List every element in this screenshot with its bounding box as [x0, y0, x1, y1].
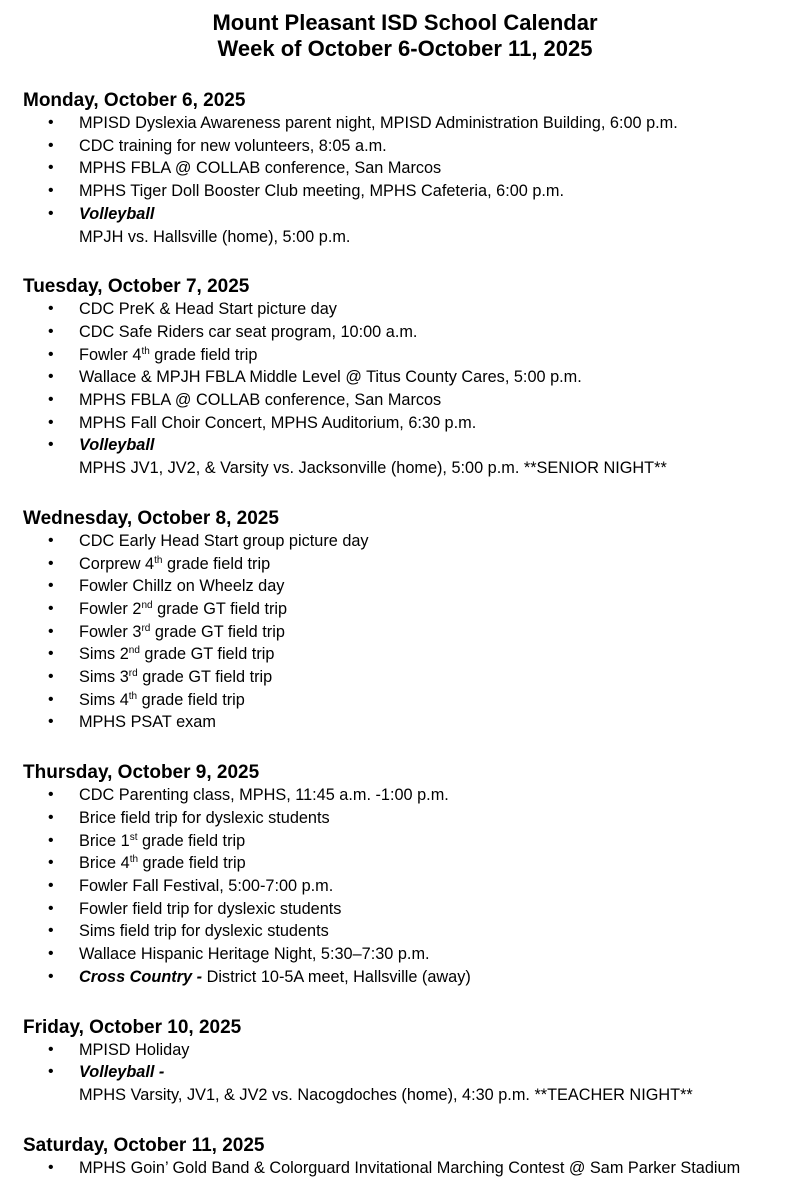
title-line-1: Mount Pleasant ISD School Calendar — [212, 10, 598, 35]
event-item: • MPHS Fall Choir Concert, MPHS Auditorium, 6:30 p.m. — [23, 412, 787, 435]
sport-detail: MPJH vs. Hallsville (home), 5:00 p.m. — [79, 227, 351, 246]
event-item — [23, 1061, 787, 1106]
event-list — [23, 112, 787, 248]
day-heading: Saturday, October 11, 2025 — [23, 1134, 265, 1156]
event-item: • Wallace Hispanic Heritage Night, 5:30–7:30 p.m. — [23, 943, 787, 966]
event-item — [23, 689, 787, 712]
ordinal-suffix: th — [128, 690, 138, 702]
day-heading: Thursday, October 9, 2025 — [23, 762, 260, 784]
event-text-post: grade GT field trip — [139, 645, 275, 664]
event-text-pre: Sims 4 — [79, 690, 129, 709]
event-list — [23, 298, 787, 480]
day-monday — [23, 89, 787, 248]
event-item: • CDC training for new volunteers, 8:05 a.m. — [23, 135, 787, 158]
event-item — [23, 852, 787, 875]
day-tuesday — [23, 275, 787, 480]
event-item: • MPHS Goin’ Gold Band & Colorguard Invitational Marching Contest @ Sam Parker Stadium — [23, 1157, 787, 1180]
event-item — [23, 621, 787, 644]
day-friday — [23, 1016, 787, 1107]
day-wednesday — [23, 507, 787, 734]
event-item — [23, 434, 787, 479]
event-text-pre: Sims 3 — [79, 668, 129, 687]
sport-detail: MPHS JV1, JV2, & Varsity vs. Jacksonville (home), 5:00 p.m. **SENIOR NIGHT** — [79, 459, 667, 478]
sport-label: • Volleyball - — [79, 1063, 165, 1082]
event-item — [23, 666, 787, 689]
event-item — [23, 966, 787, 989]
event-list — [23, 1039, 787, 1107]
event-list — [23, 530, 787, 734]
event-text-post: grade GT field trip — [152, 599, 288, 618]
event-item — [23, 553, 787, 576]
ordinal-suffix: rd — [128, 668, 138, 680]
event-item: • MPHS FBLA @ COLLAB conference, San Marcos — [23, 157, 787, 180]
day-heading: Monday, October 6, 2025 — [23, 90, 246, 111]
event-text-pre: Brice 4 — [79, 854, 130, 873]
event-item: • CDC Safe Riders car seat program, 10:00 a.m. — [23, 321, 787, 344]
day-heading: Friday, October 10, 2025 — [23, 1016, 242, 1038]
title-line-2: Week of October 6-October 11, 2025 — [217, 36, 593, 61]
event-text-pre: Fowler 4 — [79, 345, 142, 364]
event-item: • MPHS PSAT exam — [23, 711, 787, 734]
event-text-post: grade GT field trip — [150, 622, 285, 641]
sport-label: Cross Country - — [79, 967, 207, 986]
day-heading: Tuesday, October 7, 2025 — [23, 276, 250, 298]
ordinal-suffix: rd — [141, 622, 151, 634]
event-text-pre: Sims 2 — [79, 645, 129, 664]
event-item: • MPHS Tiger Doll Booster Club meeting, MPHS Cafeteria, 6:00 p.m. — [23, 180, 787, 203]
ordinal-suffix: nd — [141, 599, 153, 611]
sport-label: • Volleyball — [79, 204, 155, 223]
event-item: • MPISD Dyslexia Awareness parent night, MPISD Administration Building, 6:00 p.m. — [23, 112, 787, 135]
event-item: • Sims field trip for dyslexic students — [23, 920, 787, 943]
ordinal-suffix: st — [129, 831, 138, 843]
event-item — [23, 203, 787, 248]
event-item: • Wallace & MPJH FBLA Middle Level @ Titus County Cares, 5:00 p.m. — [23, 366, 787, 389]
event-text-post: grade field trip — [162, 554, 271, 573]
day-heading: Wednesday, October 8, 2025 — [23, 507, 279, 529]
event-item: • Fowler Chillz on Wheelz day — [23, 575, 787, 598]
event-item: • Fowler field trip for dyslexic students — [23, 898, 787, 921]
event-item: • CDC PreK & Head Start picture day — [23, 298, 787, 321]
event-text-pre: Fowler 3 — [79, 622, 142, 641]
event-list — [23, 1157, 787, 1180]
sport-label: • Volleyball — [79, 436, 155, 455]
event-item — [23, 344, 787, 367]
event-item: • Fowler Fall Festival, 5:00-7:00 p.m. — [23, 875, 787, 898]
event-text-post: grade field trip — [149, 345, 258, 364]
day-thursday — [23, 761, 787, 988]
event-text-pre: Brice 1 — [79, 831, 130, 850]
event-text-pre: Fowler 2 — [79, 599, 142, 618]
sport-detail: MPHS Varsity, JV1, & JV2 vs. Nacogdoches (home), 4:30 p.m. **TEACHER NIGHT** — [79, 1085, 693, 1104]
event-item — [23, 598, 787, 621]
calendar-title — [23, 10, 787, 62]
ordinal-suffix: th — [154, 554, 163, 566]
ordinal-suffix: th — [141, 345, 150, 357]
ordinal-suffix: th — [129, 854, 139, 866]
event-text-post: grade field trip — [138, 854, 246, 873]
day-saturday — [23, 1134, 787, 1180]
event-item: • MPISD Holiday — [23, 1039, 787, 1062]
event-text-pre: Corprew 4 — [79, 554, 155, 573]
event-text-post: grade field trip — [137, 690, 245, 709]
event-item: • Brice field trip for dyslexic students — [23, 807, 787, 830]
event-item: • MPHS FBLA @ COLLAB conference, San Marcos — [23, 389, 787, 412]
event-list — [23, 784, 787, 988]
ordinal-suffix: nd — [128, 645, 140, 657]
event-item: • CDC Early Head Start group picture day — [23, 530, 787, 553]
event-text-post: grade GT field trip — [137, 668, 273, 687]
event-text-post: grade field trip — [137, 831, 246, 850]
event-item — [23, 643, 787, 666]
event-item: • CDC Parenting class, MPHS, 11:45 a.m. -1:00 p.m. — [23, 784, 787, 807]
event-item — [23, 830, 787, 853]
sport-detail: District 10-5A meet, Hallsville (away) — [206, 967, 471, 986]
